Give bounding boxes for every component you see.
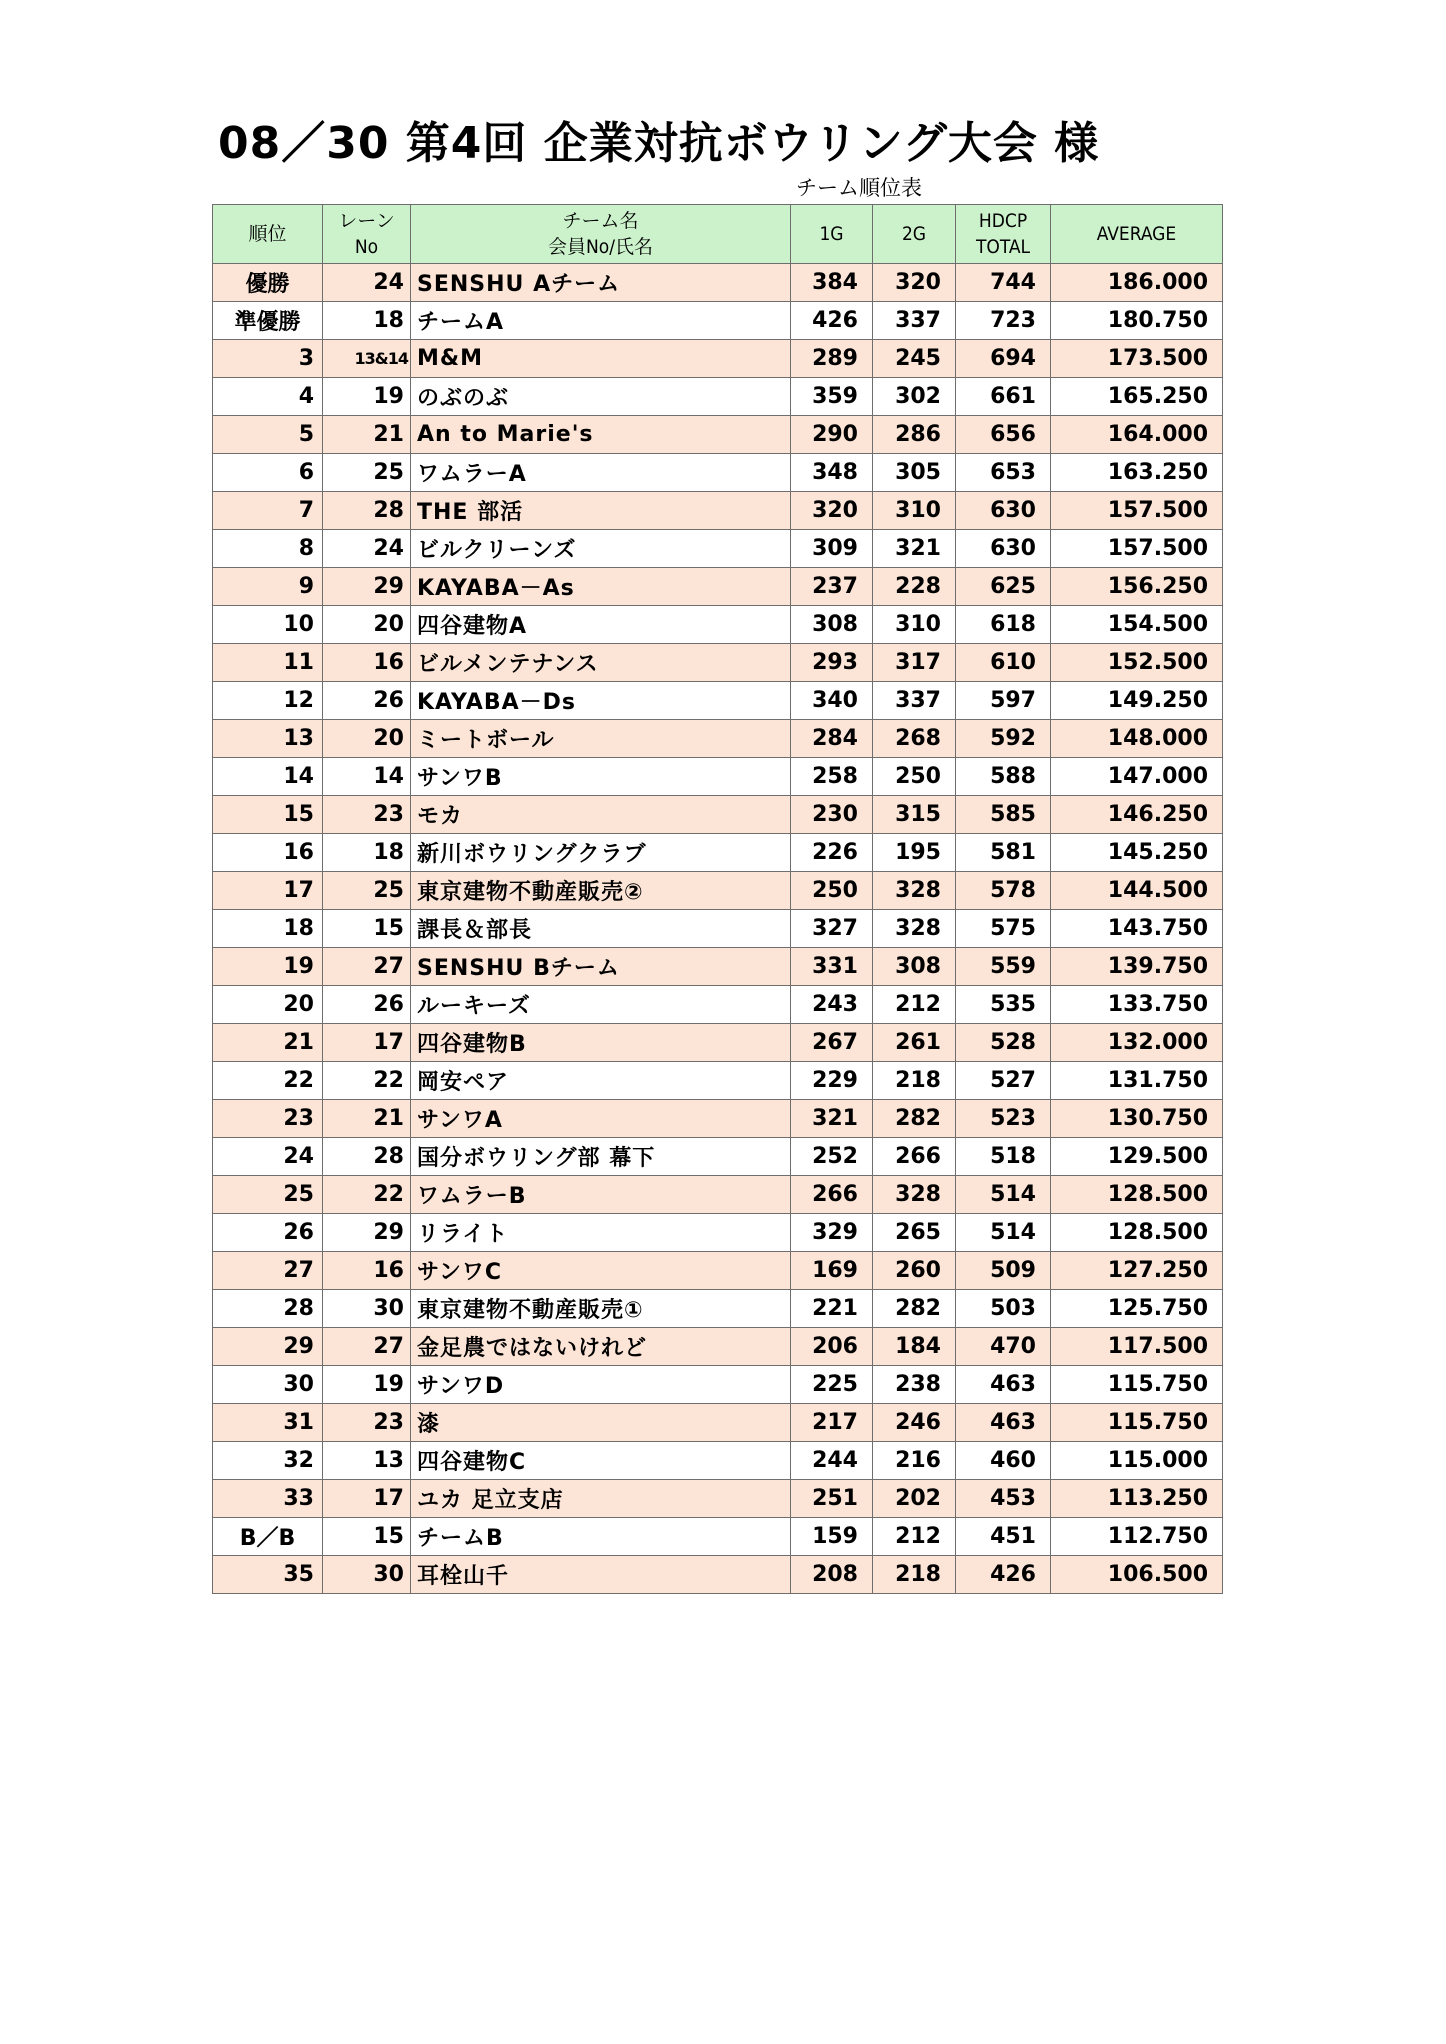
game1-score-cell: 226 [791, 834, 873, 872]
header-average: AVERAGE [1051, 205, 1223, 264]
team-name-cell: ユカ 足立支店 [411, 1480, 791, 1518]
average-cell: 131.750 [1051, 1062, 1223, 1100]
page-title: 08／30 第4回 企業対抗ボウリング大会 様 [218, 118, 1100, 169]
lane-cell: 30 [323, 1290, 411, 1328]
rank-cell: 9 [213, 568, 323, 606]
rank-cell: 11 [213, 644, 323, 682]
game1-score-cell: 290 [791, 416, 873, 454]
table-row [213, 1138, 1223, 1176]
game1-score-cell: 208 [791, 1556, 873, 1594]
team-name-cell: 東京建物不動産販売② [411, 872, 791, 910]
hdcp-total-cell: 426 [956, 1556, 1051, 1594]
rank-cell: 8 [213, 530, 323, 568]
team-name-cell: のぶのぶ [411, 378, 791, 416]
hdcp-total-cell: 503 [956, 1290, 1051, 1328]
game2-score-cell: 317 [873, 644, 956, 682]
header-game2: 2G [873, 205, 956, 264]
team-name-cell: ビルクリーンズ [411, 530, 791, 568]
average-cell: 157.500 [1051, 530, 1223, 568]
team-name-cell: 漆 [411, 1404, 791, 1442]
average-cell: 148.000 [1051, 720, 1223, 758]
table-row [213, 720, 1223, 758]
average-cell: 128.500 [1051, 1176, 1223, 1214]
game2-score-cell: 238 [873, 1366, 956, 1404]
game2-score-cell: 246 [873, 1404, 956, 1442]
table-row [213, 416, 1223, 454]
hdcp-total-cell: 518 [956, 1138, 1051, 1176]
game2-score-cell: 268 [873, 720, 956, 758]
table-row [213, 986, 1223, 1024]
game2-score-cell: 328 [873, 1176, 956, 1214]
table-row [213, 264, 1223, 302]
lane-cell: 28 [323, 1138, 411, 1176]
game1-score-cell: 250 [791, 872, 873, 910]
rank-cell: 6 [213, 454, 323, 492]
average-cell: 156.250 [1051, 568, 1223, 606]
lane-cell: 13 [323, 1442, 411, 1480]
game1-score-cell: 327 [791, 910, 873, 948]
game2-score-cell: 305 [873, 454, 956, 492]
game1-score-cell: 221 [791, 1290, 873, 1328]
table-row [213, 796, 1223, 834]
game1-score-cell: 206 [791, 1328, 873, 1366]
table-header-row [213, 205, 1223, 264]
header-rank: 順位 [213, 205, 323, 264]
lane-cell: 28 [323, 492, 411, 530]
hdcp-total-cell: 630 [956, 492, 1051, 530]
lane-cell: 17 [323, 1024, 411, 1062]
game2-score-cell: 245 [873, 340, 956, 378]
team-name-cell: モカ [411, 796, 791, 834]
table-row [213, 1176, 1223, 1214]
game1-score-cell: 320 [791, 492, 873, 530]
game2-score-cell: 315 [873, 796, 956, 834]
game1-score-cell: 289 [791, 340, 873, 378]
game2-score-cell: 328 [873, 910, 956, 948]
team-name-cell: KAYABA－As [411, 568, 791, 606]
team-name-cell: ミートボール [411, 720, 791, 758]
game2-score-cell: 337 [873, 302, 956, 340]
game1-score-cell: 230 [791, 796, 873, 834]
game1-score-cell: 284 [791, 720, 873, 758]
table-row [213, 530, 1223, 568]
lane-cell: 29 [323, 568, 411, 606]
team-name-cell: M&M [411, 340, 791, 378]
team-name-cell: KAYABA－Ds [411, 682, 791, 720]
hdcp-total-cell: 653 [956, 454, 1051, 492]
game1-score-cell: 331 [791, 948, 873, 986]
rank-cell: 33 [213, 1480, 323, 1518]
average-cell: 157.500 [1051, 492, 1223, 530]
rank-cell: 22 [213, 1062, 323, 1100]
average-cell: 129.500 [1051, 1138, 1223, 1176]
table-row [213, 1404, 1223, 1442]
game2-score-cell: 218 [873, 1556, 956, 1594]
average-cell: 180.750 [1051, 302, 1223, 340]
hdcp-total-cell: 597 [956, 682, 1051, 720]
rank-cell: 準優勝 [213, 302, 323, 340]
lane-cell: 21 [323, 416, 411, 454]
game2-score-cell: 216 [873, 1442, 956, 1480]
game2-score-cell: 195 [873, 834, 956, 872]
team-name-cell: An to Marie's [411, 416, 791, 454]
average-cell: 146.250 [1051, 796, 1223, 834]
rank-cell: 15 [213, 796, 323, 834]
game2-score-cell: 302 [873, 378, 956, 416]
table-row [213, 1100, 1223, 1138]
hdcp-total-cell: 470 [956, 1328, 1051, 1366]
hdcp-total-cell: 509 [956, 1252, 1051, 1290]
rank-cell: 20 [213, 986, 323, 1024]
rank-cell: 優勝 [213, 264, 323, 302]
average-cell: 143.750 [1051, 910, 1223, 948]
lane-cell: 21 [323, 1100, 411, 1138]
lane-cell: 17 [323, 1480, 411, 1518]
table-row [213, 568, 1223, 606]
team-name-cell: 東京建物不動産販売① [411, 1290, 791, 1328]
average-cell: 130.750 [1051, 1100, 1223, 1138]
hdcp-total-cell: 559 [956, 948, 1051, 986]
rank-cell: 16 [213, 834, 323, 872]
game1-score-cell: 244 [791, 1442, 873, 1480]
team-name-cell: サンワC [411, 1252, 791, 1290]
lane-cell: 29 [323, 1214, 411, 1252]
table-row [213, 302, 1223, 340]
table-row [213, 454, 1223, 492]
game1-score-cell: 348 [791, 454, 873, 492]
team-name-cell: リライト [411, 1214, 791, 1252]
hdcp-total-cell: 656 [956, 416, 1051, 454]
game1-score-cell: 426 [791, 302, 873, 340]
game2-score-cell: 286 [873, 416, 956, 454]
team-name-cell: チームA [411, 302, 791, 340]
team-name-cell: 耳栓山千 [411, 1556, 791, 1594]
lane-cell: 22 [323, 1062, 411, 1100]
rank-cell: 32 [213, 1442, 323, 1480]
hdcp-total-cell: 527 [956, 1062, 1051, 1100]
game2-score-cell: 321 [873, 530, 956, 568]
table-body [213, 264, 1223, 1594]
average-cell: 106.500 [1051, 1556, 1223, 1594]
hdcp-total-cell: 625 [956, 568, 1051, 606]
rank-cell: 3 [213, 340, 323, 378]
average-cell: 115.750 [1051, 1366, 1223, 1404]
rank-cell: 25 [213, 1176, 323, 1214]
table-row [213, 834, 1223, 872]
game1-score-cell: 237 [791, 568, 873, 606]
lane-cell: 13&14 [323, 340, 411, 378]
lane-cell: 18 [323, 302, 411, 340]
hdcp-total-cell: 575 [956, 910, 1051, 948]
team-name-cell: チームB [411, 1518, 791, 1556]
game2-score-cell: 308 [873, 948, 956, 986]
header-hdcp-total: HDCP TOTAL [956, 205, 1051, 264]
rank-cell: 13 [213, 720, 323, 758]
team-name-cell: ビルメンテナンス [411, 644, 791, 682]
table-row [213, 1518, 1223, 1556]
game1-score-cell: 359 [791, 378, 873, 416]
table-row [213, 378, 1223, 416]
rank-cell: 26 [213, 1214, 323, 1252]
lane-cell: 20 [323, 720, 411, 758]
average-cell: 164.000 [1051, 416, 1223, 454]
game1-score-cell: 217 [791, 1404, 873, 1442]
hdcp-total-cell: 528 [956, 1024, 1051, 1062]
hdcp-total-cell: 463 [956, 1404, 1051, 1442]
team-name-cell: SENSHU Aチーム [411, 264, 791, 302]
game2-score-cell: 282 [873, 1290, 956, 1328]
average-cell: 163.250 [1051, 454, 1223, 492]
table-row [213, 1214, 1223, 1252]
header-game1: 1G [791, 205, 873, 264]
rank-cell: 18 [213, 910, 323, 948]
game1-score-cell: 340 [791, 682, 873, 720]
game1-score-cell: 293 [791, 644, 873, 682]
game2-score-cell: 328 [873, 872, 956, 910]
rank-cell: 28 [213, 1290, 323, 1328]
game1-score-cell: 169 [791, 1252, 873, 1290]
lane-cell: 23 [323, 1404, 411, 1442]
game1-score-cell: 225 [791, 1366, 873, 1404]
average-cell: 186.000 [1051, 264, 1223, 302]
table-row [213, 340, 1223, 378]
hdcp-total-cell: 460 [956, 1442, 1051, 1480]
hdcp-total-cell: 514 [956, 1214, 1051, 1252]
lane-cell: 30 [323, 1556, 411, 1594]
rank-cell: 5 [213, 416, 323, 454]
table-row [213, 910, 1223, 948]
average-cell: 115.000 [1051, 1442, 1223, 1480]
team-name-cell: 四谷建物C [411, 1442, 791, 1480]
average-cell: 128.500 [1051, 1214, 1223, 1252]
game1-score-cell: 252 [791, 1138, 873, 1176]
rank-cell: 23 [213, 1100, 323, 1138]
average-cell: 112.750 [1051, 1518, 1223, 1556]
table-row [213, 872, 1223, 910]
hdcp-total-cell: 744 [956, 264, 1051, 302]
game2-score-cell: 266 [873, 1138, 956, 1176]
average-cell: 132.000 [1051, 1024, 1223, 1062]
lane-cell: 23 [323, 796, 411, 834]
average-cell: 152.500 [1051, 644, 1223, 682]
game2-score-cell: 228 [873, 568, 956, 606]
lane-cell: 15 [323, 1518, 411, 1556]
hdcp-total-cell: 723 [956, 302, 1051, 340]
game2-score-cell: 337 [873, 682, 956, 720]
lane-cell: 19 [323, 1366, 411, 1404]
rank-cell: 24 [213, 1138, 323, 1176]
average-cell: 139.750 [1051, 948, 1223, 986]
game2-score-cell: 218 [873, 1062, 956, 1100]
table-row [213, 606, 1223, 644]
team-name-cell: 四谷建物B [411, 1024, 791, 1062]
table-row [213, 644, 1223, 682]
lane-cell: 14 [323, 758, 411, 796]
rank-cell: 29 [213, 1328, 323, 1366]
hdcp-total-cell: 585 [956, 796, 1051, 834]
average-cell: 144.500 [1051, 872, 1223, 910]
hdcp-total-cell: 618 [956, 606, 1051, 644]
team-name-cell: 金足農ではないけれど [411, 1328, 791, 1366]
lane-cell: 18 [323, 834, 411, 872]
game1-score-cell: 321 [791, 1100, 873, 1138]
rank-cell: 30 [213, 1366, 323, 1404]
table-row [213, 1062, 1223, 1100]
lane-cell: 24 [323, 530, 411, 568]
table-subtitle: チーム順位表 [796, 176, 922, 200]
average-cell: 117.500 [1051, 1328, 1223, 1366]
hdcp-total-cell: 588 [956, 758, 1051, 796]
lane-cell: 22 [323, 1176, 411, 1214]
rank-cell: 14 [213, 758, 323, 796]
team-name-cell: ルーキーズ [411, 986, 791, 1024]
team-name-cell: 課長＆部長 [411, 910, 791, 948]
average-cell: 145.250 [1051, 834, 1223, 872]
game2-score-cell: 250 [873, 758, 956, 796]
lane-cell: 25 [323, 872, 411, 910]
table-row [213, 1024, 1223, 1062]
team-name-cell: 国分ボウリング部 幕下 [411, 1138, 791, 1176]
table-row [213, 1290, 1223, 1328]
table-row [213, 1252, 1223, 1290]
average-cell: 125.750 [1051, 1290, 1223, 1328]
average-cell: 113.250 [1051, 1480, 1223, 1518]
lane-cell: 26 [323, 986, 411, 1024]
game2-score-cell: 310 [873, 606, 956, 644]
game1-score-cell: 159 [791, 1518, 873, 1556]
game1-score-cell: 384 [791, 264, 873, 302]
average-cell: 165.250 [1051, 378, 1223, 416]
table-row [213, 682, 1223, 720]
game2-score-cell: 212 [873, 986, 956, 1024]
header-lane: レーン No [323, 205, 411, 264]
game1-score-cell: 266 [791, 1176, 873, 1214]
table-row [213, 1556, 1223, 1594]
team-name-cell: 岡安ペア [411, 1062, 791, 1100]
game1-score-cell: 258 [791, 758, 873, 796]
lane-cell: 19 [323, 378, 411, 416]
lane-cell: 27 [323, 948, 411, 986]
game1-score-cell: 329 [791, 1214, 873, 1252]
hdcp-total-cell: 463 [956, 1366, 1051, 1404]
team-name-cell: 新川ボウリングクラブ [411, 834, 791, 872]
game1-score-cell: 229 [791, 1062, 873, 1100]
game1-score-cell: 243 [791, 986, 873, 1024]
team-name-cell: SENSHU Bチーム [411, 948, 791, 986]
rank-cell: 10 [213, 606, 323, 644]
average-cell: 127.250 [1051, 1252, 1223, 1290]
hdcp-total-cell: 694 [956, 340, 1051, 378]
lane-cell: 20 [323, 606, 411, 644]
hdcp-total-cell: 451 [956, 1518, 1051, 1556]
game1-score-cell: 251 [791, 1480, 873, 1518]
game2-score-cell: 260 [873, 1252, 956, 1290]
team-name-cell: サンワA [411, 1100, 791, 1138]
game2-score-cell: 184 [873, 1328, 956, 1366]
team-name-cell: ワムラーB [411, 1176, 791, 1214]
team-name-cell: サンワB [411, 758, 791, 796]
hdcp-total-cell: 610 [956, 644, 1051, 682]
hdcp-total-cell: 661 [956, 378, 1051, 416]
game2-score-cell: 261 [873, 1024, 956, 1062]
table-row [213, 1480, 1223, 1518]
lane-cell: 26 [323, 682, 411, 720]
rank-cell: 4 [213, 378, 323, 416]
header-team: チーム名 会員No/氏名 [411, 205, 791, 264]
hdcp-total-cell: 578 [956, 872, 1051, 910]
table-row [213, 1328, 1223, 1366]
hdcp-total-cell: 592 [956, 720, 1051, 758]
rank-cell: 7 [213, 492, 323, 530]
rank-cell: B／B [213, 1518, 323, 1556]
lane-cell: 25 [323, 454, 411, 492]
lane-cell: 27 [323, 1328, 411, 1366]
hdcp-total-cell: 581 [956, 834, 1051, 872]
game2-score-cell: 202 [873, 1480, 956, 1518]
lane-cell: 16 [323, 1252, 411, 1290]
table-row [213, 492, 1223, 530]
game2-score-cell: 212 [873, 1518, 956, 1556]
hdcp-total-cell: 535 [956, 986, 1051, 1024]
average-cell: 115.750 [1051, 1404, 1223, 1442]
game1-score-cell: 309 [791, 530, 873, 568]
game2-score-cell: 265 [873, 1214, 956, 1252]
average-cell: 173.500 [1051, 340, 1223, 378]
hdcp-total-cell: 523 [956, 1100, 1051, 1138]
rank-cell: 19 [213, 948, 323, 986]
average-cell: 133.750 [1051, 986, 1223, 1024]
team-ranking-table [212, 204, 1223, 1594]
average-cell: 147.000 [1051, 758, 1223, 796]
hdcp-total-cell: 630 [956, 530, 1051, 568]
team-name-cell: THE 部活 [411, 492, 791, 530]
rank-cell: 27 [213, 1252, 323, 1290]
hdcp-total-cell: 453 [956, 1480, 1051, 1518]
average-cell: 149.250 [1051, 682, 1223, 720]
table-row [213, 1442, 1223, 1480]
team-name-cell: ワムラーA [411, 454, 791, 492]
rank-cell: 21 [213, 1024, 323, 1062]
team-name-cell: 四谷建物A [411, 606, 791, 644]
game2-score-cell: 310 [873, 492, 956, 530]
game2-score-cell: 282 [873, 1100, 956, 1138]
game1-score-cell: 267 [791, 1024, 873, 1062]
rank-cell: 17 [213, 872, 323, 910]
lane-cell: 24 [323, 264, 411, 302]
team-name-cell: サンワD [411, 1366, 791, 1404]
table-row [213, 1366, 1223, 1404]
lane-cell: 15 [323, 910, 411, 948]
rank-cell: 35 [213, 1556, 323, 1594]
lane-cell: 16 [323, 644, 411, 682]
game1-score-cell: 308 [791, 606, 873, 644]
average-cell: 154.500 [1051, 606, 1223, 644]
rank-cell: 31 [213, 1404, 323, 1442]
table-row [213, 758, 1223, 796]
hdcp-total-cell: 514 [956, 1176, 1051, 1214]
table-row [213, 948, 1223, 986]
rank-cell: 12 [213, 682, 323, 720]
game2-score-cell: 320 [873, 264, 956, 302]
